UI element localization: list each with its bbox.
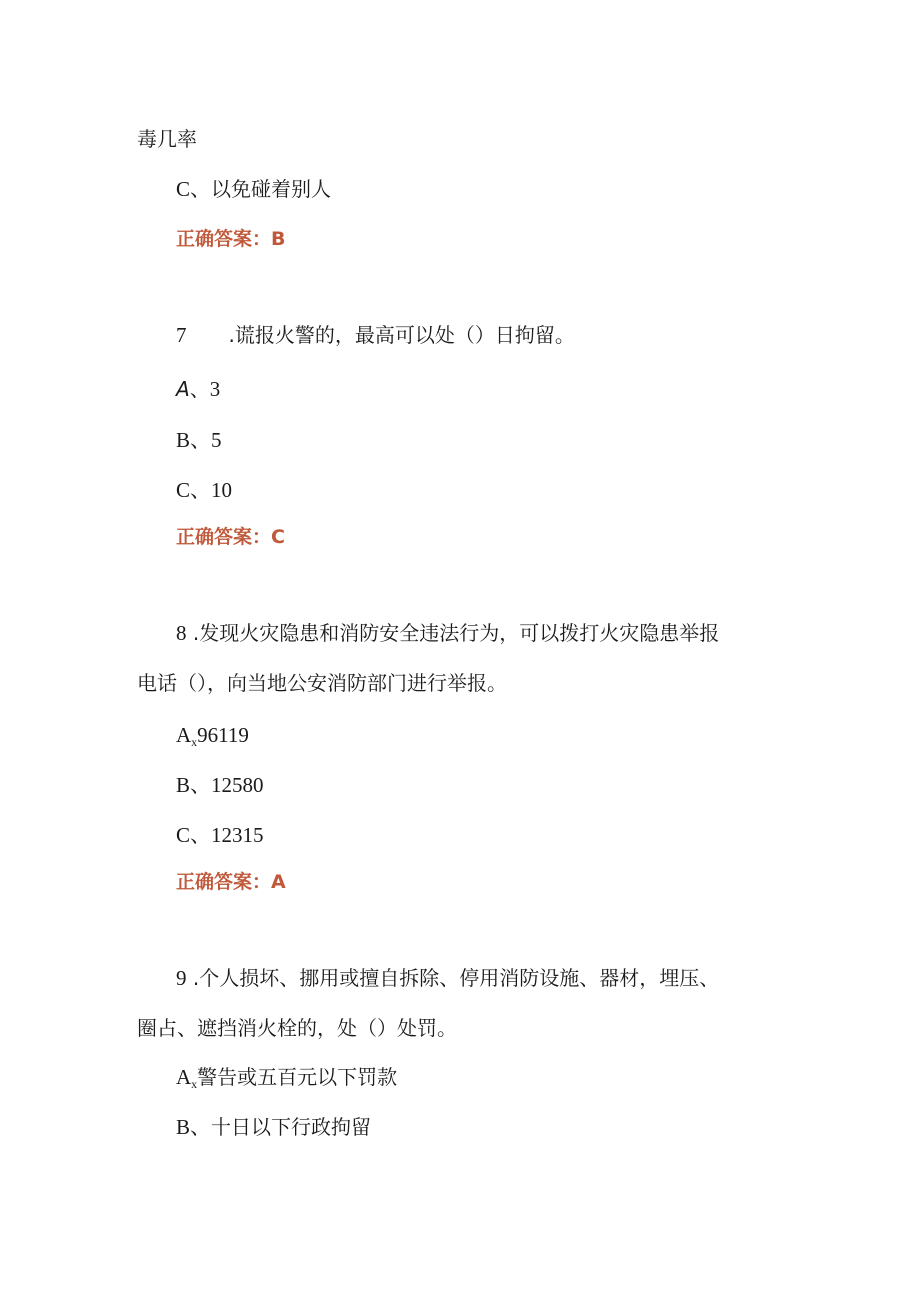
option-b [176, 771, 264, 799]
correct-answer: 正确答案：C [176, 526, 285, 548]
option-separator: 、 [189, 377, 210, 401]
correct-answer: 正确答案：B [176, 228, 286, 250]
question-number: 8 [176, 621, 187, 645]
option-text: 12580 [211, 773, 264, 797]
option-text: 96119 [197, 723, 249, 747]
question-9 [176, 964, 719, 992]
option-label: B、 [176, 773, 212, 797]
question-number: 9 [176, 966, 187, 990]
option-b [176, 1113, 371, 1141]
option-label: C、 [176, 823, 212, 847]
option-c [176, 175, 331, 203]
option-sub: x [191, 735, 198, 749]
option-label: B、 [176, 428, 212, 452]
option-c [176, 821, 264, 849]
question-text: .个人损坏、挪用或擅自拆除、停用消防设施、器材，埋压、 [192, 966, 720, 990]
option-label: A [176, 1065, 192, 1089]
option-a [176, 1063, 397, 1098]
question-text: .发现火灾隐患和消防安全违法行为，可以拨打火灾隐患举报 [192, 621, 720, 645]
question-text: .谎报火警的，最高可以处（）日拘留。 [228, 323, 575, 347]
option-text: 12315 [211, 823, 264, 847]
option-sub: x [191, 1077, 198, 1091]
option-b [176, 426, 222, 454]
option-text: 5 [211, 428, 222, 452]
option-text: 警告或五百元以下罚款 [197, 1065, 398, 1089]
option-label: B、 [176, 1115, 212, 1139]
question-8 [176, 619, 719, 647]
option-a [176, 721, 249, 756]
text-line: 毒几率 [137, 127, 197, 151]
option-label: A [176, 723, 192, 747]
option-a [176, 375, 220, 403]
correct-answer: 正确答案：A [176, 871, 286, 893]
question-9-continued: 圈占、遮挡消火栓的，处（）处罚。 [137, 1016, 457, 1040]
question-number: 7 [176, 323, 187, 347]
question-8-continued: 电话（），向当地公安消防部门进行举报。 [137, 671, 507, 695]
option-text: 十日以下行政拘留 [211, 1115, 372, 1139]
option-label: A [176, 377, 190, 401]
option-label: C、 [176, 177, 212, 201]
option-text: 3 [209, 377, 221, 401]
option-label: C、 [176, 478, 212, 502]
option-text: 以免碰着别人 [211, 177, 332, 201]
option-text: 10 [211, 478, 233, 502]
question-7 [176, 321, 575, 349]
option-c [176, 476, 232, 504]
